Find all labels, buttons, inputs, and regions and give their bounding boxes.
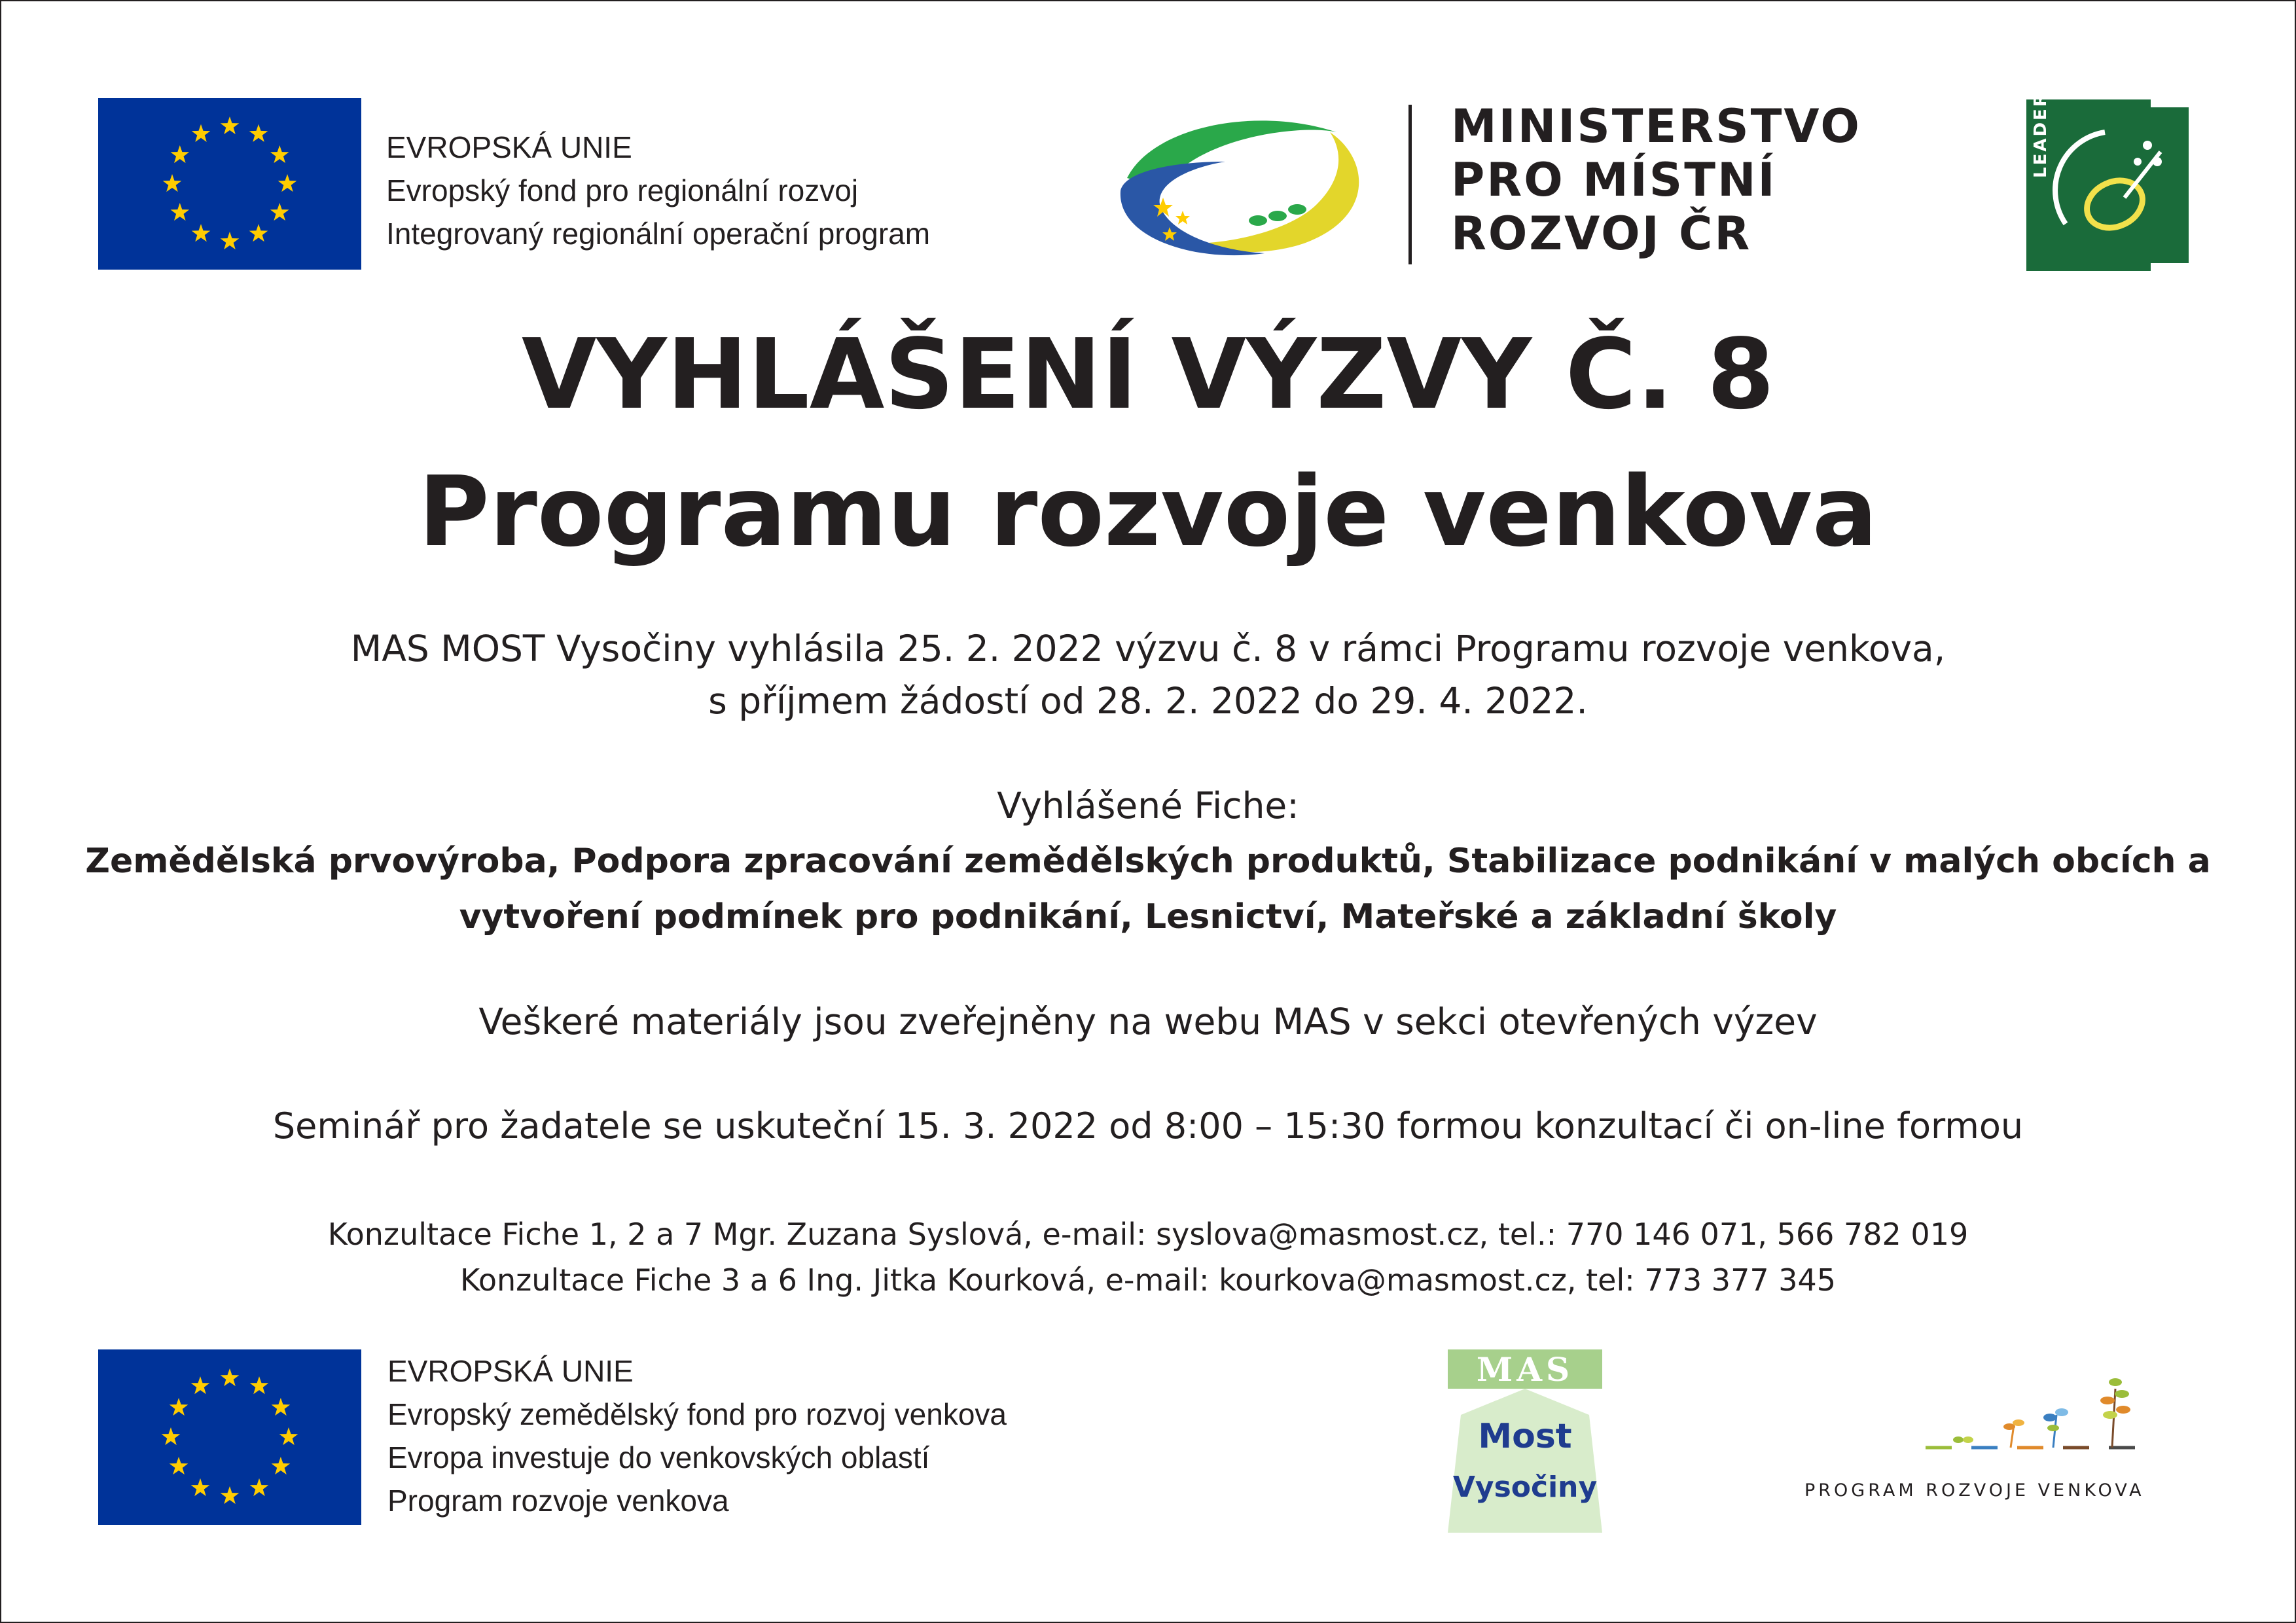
ministry-line-3: ROZVOJ ČR [1451,207,1752,260]
leader-icon [2026,99,2198,271]
rdp-line: Program rozvoje venkova [387,1484,729,1518]
contact-line-1: Konzultace Fiche 1, 2 a 7 Mgr. Zuzana Syslová, e-mail: syslova@masmost.cz, tel.: 770 146 071, 566 782 019 [327,1217,1969,1252]
ministry-emblem [1114,106,1376,270]
ministry-line-2: PRO MÍSTNÍ [1451,153,1777,207]
ministry-name [1451,99,1861,260]
prv-sprouts-icon [1919,1363,2168,1461]
title-line-1: VYHLÁŠENÍ VÝZVY Č. 8 [521,318,1775,431]
svg-text:LEADER: LEADER [2031,99,2051,178]
eu-flag-top [98,98,361,270]
mas-logo-top: MAS [1476,1350,1574,1389]
eu-flag-bottom [98,1349,361,1525]
eu-flag-icon [98,1349,361,1525]
seminar-note: Seminář pro žadatele se uskuteční 15. 3. 2022 od 8:00 – 15:30 formou konzultací či on-line formou [272,1105,2024,1147]
eu-title-top: EVROPSKÁ UNIE [386,130,632,164]
leader-logo [2026,99,2198,271]
fiche-line-1: Zemědělská prvovýroba, Podpora zpracování zemědělských produktů, Stabilizace podnikání v malých obcích a [85,842,2211,881]
mas-logo [1448,1349,1602,1533]
prv-label: PROGRAM ROZVOJE VENKOVA [1804,1480,2145,1501]
eu-invest-line: Evropa investuje do venkovských oblastí [387,1440,930,1474]
ministry-swoosh-icon [1114,106,1376,270]
eu-title-bottom: EVROPSKÁ UNIE [387,1354,634,1388]
eu-info-bottom [387,1349,1173,1522]
announcement-line-2: s příjmem žádostí od 28. 2. 2022 do 29. 4. 2022. [708,680,1588,722]
eu-flag-icon [98,98,361,270]
materials-note: Veškeré materiály jsou zveřejněny na webu MAS v sekci otevřených výzev [478,1001,1818,1043]
mas-logo-bottom: Vysočiny [1452,1471,1598,1504]
fiche-line-2: vytvoření podmínek pro podnikání, Lesnictví, Mateřské a základní školy [459,897,1837,936]
title-line-2: Programu rozvoje venkova [418,455,1878,568]
eu-info-top [386,126,1106,255]
eafrd-line: Evropský zemědělský fond pro rozvoj venkova [387,1397,1007,1431]
ministry-line-1: MINISTERSTVO [1451,99,1861,153]
fiche-label: Vyhlášené Fiche: [997,785,1299,827]
mas-logo-icon [1448,1349,1602,1533]
announcement-line-1: MAS MOST Vysočiny vyhlásila 25. 2. 2022 výzvu č. 8 v rámci Programu rozvoje venkova, [350,628,1946,669]
contact-line-2: Konzultace Fiche 3 a 6 Ing. Jitka Kourková, e-mail: kourkova@masmost.cz, tel: 773 377 345 [459,1262,1837,1298]
mas-logo-mid: Most [1478,1417,1572,1456]
eu-program-line: Integrovaný regionální operační program [386,217,931,251]
eu-fund-line: Evropský fond pro regionální rozvoj [386,173,859,207]
prv-logo [1919,1363,2168,1461]
ministry-divider [1408,105,1412,264]
